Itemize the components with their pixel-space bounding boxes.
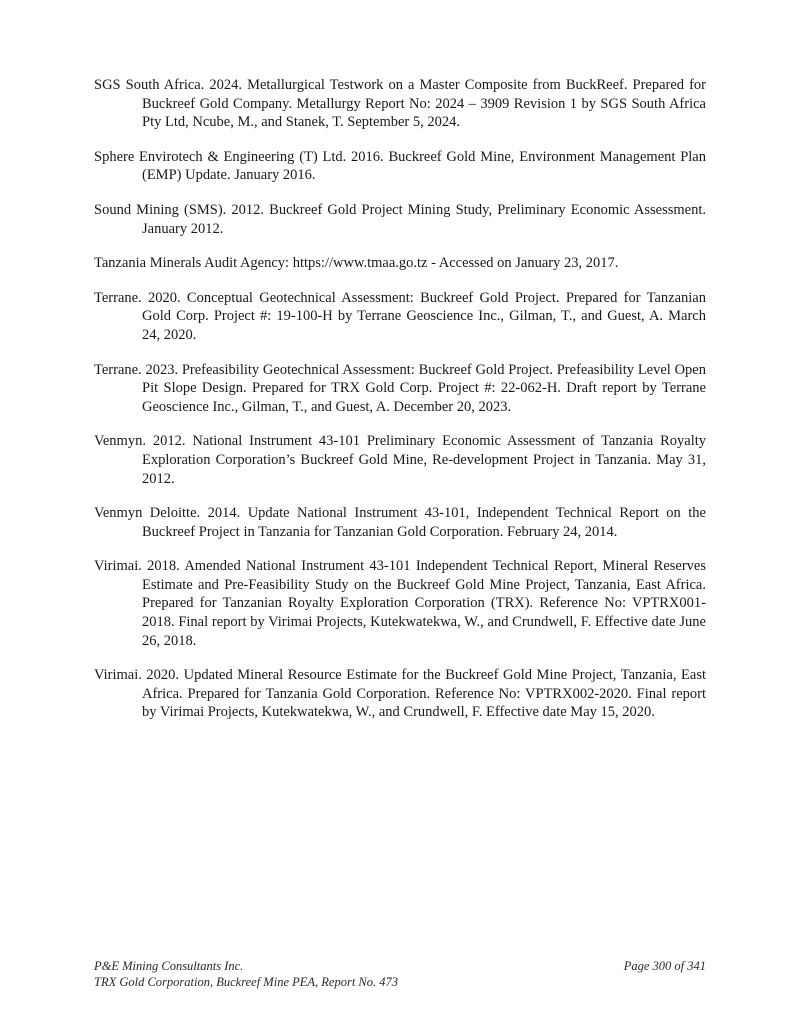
reference-entry: Terrane. 2020. Conceptual Geotechnical Assessment: Buckreef Gold Project. Prepared for Tanzanian Gold Corp. Project #: 19-100-H by Terrane Geoscience Inc., Gilman, T., and Guest, A. March 24, 2020. [94,289,706,343]
page-footer [94,958,706,990]
reference-entry: Tanzania Minerals Audit Agency: https://www.tmaa.go.tz - Accessed on January 23, 2017. [94,255,619,272]
reference-entry: Venmyn Deloitte. 2014. Update National Instrument 43-101, Independent Technical Report on the Buckreef Project in Tanzania for Tanzanian Gold Corporation. February 24, 2014. [94,505,706,540]
reference-entry: Terrane. 2023. Prefeasibility Geotechnical Assessment: Buckreef Gold Project. Prefeasibility Level Open Pit Slope Design. Prepared for TRX Gold Corp. Project #: 22-062-H. Draft report by Terrane Geoscience Inc., Gilman, T., and Guest, A. December 20, 2023. [94,361,706,415]
reference-list [94,76,706,738]
footer-report: TRX Gold Corporation, Buckreef Mine PEA, Report No. 473 [94,975,399,989]
footer-company: P&E Mining Consultants Inc. [94,959,244,973]
reference-entry: Venmyn. 2012. National Instrument 43-101 Preliminary Economic Assessment of Tanzania Royalty Exploration Corporation’s Buckreef Gold Mine, Re-development Project in Tanzania. May 31, 2012. [94,433,706,487]
reference-entry: SGS South Africa. 2024. Metallurgical Testwork on a Master Composite from BuckReef. Prepared for Buckreef Gold Company. Metallurgy Report No: 2024 – 3909 Revision 1 by SGS South Africa Pty Ltd, Ncube, M., and Stanek, T. September 5, 2024. [94,77,706,131]
footer-page-number: Page 300 of 341 [623,959,706,973]
reference-entry: Virimai. 2020. Updated Mineral Resource Estimate for the Buckreef Gold Mine Project, Tanzania, East Africa. Prepared for Tanzania Gold Corporation. Reference No: VPTRX002-2020. Final report by Virimai Projects, Kutekwatekwa, W., and Crundwell, F. Effective date May 15, 2020. [94,667,706,721]
reference-entry: Sound Mining (SMS). 2012. Buckreef Gold Project Mining Study, Preliminary Economic Assessment. January 2012. [94,201,706,237]
reference-entry: Virimai. 2018. Amended National Instrument 43-101 Independent Technical Report, Mineral Reserves Estimate and Pre-Feasibility Study on the Buckreef Gold Mine Project, Tanzania, East Africa. Prepared for Tanzanian Royalty Exploration Corporation (TRX). Reference No: VPTRX001-2018. Final report by Virimai Projects, Kutekwatekwa, W., and Crundwell, F. Effective date June 26, 2018. [94,558,706,649]
reference-entry: Sphere Envirotech & Engineering (T) Ltd. 2016. Buckreef Gold Mine, Environment Management Plan (EMP) Update. January 2016. [94,148,706,184]
